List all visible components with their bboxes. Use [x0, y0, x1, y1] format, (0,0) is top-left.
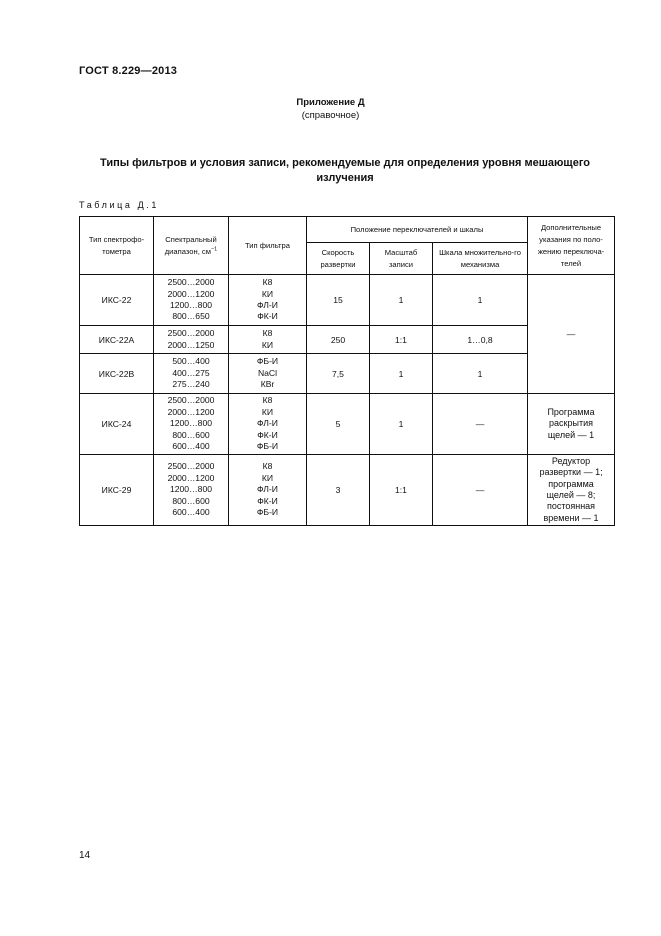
- cell-record-scale: 1:1: [370, 455, 433, 526]
- cell-record-scale: 1: [370, 275, 433, 326]
- header-multiplier-scale: Шкала множительно-го механизма: [433, 243, 528, 275]
- note-line: времени — 1: [543, 512, 599, 523]
- cell-record-scale: 1:1: [370, 326, 433, 354]
- header-extra-notes: Дополнительные указания по поло-жению переключа-телей: [528, 217, 615, 275]
- filters-table: [79, 216, 615, 526]
- range-value: 2000…1250: [167, 339, 215, 350]
- filter-value: ФК-И: [257, 429, 278, 440]
- table-row: [80, 455, 615, 526]
- cell-scan-speed: 3: [307, 455, 370, 526]
- table-label: Таблица Д.1: [79, 200, 159, 210]
- note-line: раскрытия: [549, 418, 593, 429]
- filter-value: К8: [262, 461, 273, 472]
- cell-spectral-ranges: [154, 394, 229, 455]
- range-value: 600…400: [172, 507, 210, 518]
- range-value: 2500…2000: [167, 328, 215, 339]
- filter-value: ФБ-И: [256, 356, 279, 367]
- document-title-line-1: Типы фильтров и условия записи, рекомендуемые для определения уровня мешающего: [100, 157, 590, 169]
- note-line: Программа: [547, 406, 595, 417]
- cell-multiplier-scale: —: [433, 394, 528, 455]
- header-record-scale: Масштаб записи: [370, 243, 433, 275]
- range-value: 2500…2000: [167, 461, 215, 472]
- header-spectral-range-text: Спектральный диапазон, см: [164, 234, 217, 256]
- filter-value: К8: [262, 395, 273, 406]
- range-value: 1200…800: [169, 418, 213, 429]
- header-spectral-range: [154, 217, 229, 275]
- filter-value: КИ: [261, 288, 274, 299]
- cell-spectrometer-type: ИКС-22В: [80, 354, 154, 394]
- note-line: Редуктор: [551, 455, 591, 466]
- cell-scan-speed: 7,5: [307, 354, 370, 394]
- filter-value: ФК-И: [257, 311, 278, 322]
- cell-filters: [229, 275, 307, 326]
- table-row: [80, 275, 615, 326]
- cell-multiplier-scale: —: [433, 455, 528, 526]
- cell-filters: [229, 326, 307, 354]
- range-value: 600…400: [172, 441, 210, 452]
- cell-scan-speed: 250: [307, 326, 370, 354]
- cell-record-scale: 1: [370, 394, 433, 455]
- range-value: 2000…1200: [167, 472, 215, 483]
- appendix-subtitle: (справочное): [301, 110, 360, 121]
- cell-spectrometer-type: ИКС-22А: [80, 326, 154, 354]
- appendix-title: Приложение Д: [296, 97, 365, 108]
- filter-value: ФЛ-И: [257, 484, 278, 495]
- filter-value: ФБ-И: [256, 441, 279, 452]
- document-title: [90, 156, 600, 186]
- filter-value: ФЛ-И: [257, 300, 278, 310]
- cell-scan-speed: 5: [307, 394, 370, 455]
- filter-value: КИ: [261, 406, 274, 417]
- range-value: 2000…1200: [167, 406, 215, 417]
- filter-value: КИ: [261, 339, 274, 350]
- header-spectrometer-type: Тип спектрофо-тометра: [80, 217, 154, 275]
- cell-filters: [229, 455, 307, 526]
- filter-value: ФЛ-И: [257, 418, 278, 429]
- cell-filters: [229, 354, 307, 394]
- range-value: 1200…800: [169, 300, 213, 310]
- header-scan-speed: Скорость развертки: [307, 243, 370, 275]
- range-value: 800…650: [172, 311, 210, 322]
- cell-extra-notes: [528, 455, 615, 526]
- range-value: 2500…2000: [167, 277, 215, 288]
- note-line: щелей — 8;: [546, 490, 596, 500]
- filter-value: К8: [262, 328, 273, 339]
- header-spectral-range-unit-exponent: −1: [210, 245, 218, 252]
- page-number: 14: [79, 850, 91, 861]
- cell-spectral-ranges: [154, 455, 229, 526]
- standard-header: ГОСТ 8.229—2013: [79, 65, 178, 77]
- range-value: 500…400: [172, 356, 210, 367]
- range-value: 400…275: [172, 367, 210, 378]
- range-value: 2500…2000: [167, 395, 215, 406]
- cell-spectrometer-type: ИКС-22: [80, 275, 154, 326]
- cell-multiplier-scale: 1: [433, 275, 528, 326]
- cell-spectral-ranges: [154, 275, 229, 326]
- cell-filters: [229, 394, 307, 455]
- cell-scan-speed: 15: [307, 275, 370, 326]
- filter-value: ФК-И: [257, 495, 278, 506]
- document-title-line-2: излучения: [316, 172, 374, 184]
- filter-value: К8: [262, 277, 273, 288]
- cell-spectral-ranges: [154, 326, 229, 354]
- note-line: программа: [548, 478, 594, 489]
- note-line: щелей — 1: [547, 429, 595, 440]
- cell-spectral-ranges: [154, 354, 229, 394]
- filter-value: КВr: [260, 379, 275, 390]
- filter-value: КИ: [261, 472, 274, 483]
- note-line: постоянная: [546, 501, 596, 512]
- filter-value: ФБ-И: [256, 507, 279, 518]
- cell-spectrometer-type: ИКС-29: [80, 455, 154, 526]
- header-switch-group: Положение переключателей и шкалы: [307, 217, 528, 243]
- cell-multiplier-scale: 1: [433, 354, 528, 394]
- range-value: 275…240: [172, 379, 210, 390]
- range-value: 2000…1200: [167, 288, 215, 299]
- range-value: 800…600: [172, 495, 210, 506]
- appendix-heading: [0, 96, 661, 122]
- cell-multiplier-scale: 1…0,8: [433, 326, 528, 354]
- note-line: развертки — 1;: [539, 467, 603, 478]
- cell-record-scale: 1: [370, 354, 433, 394]
- filter-value: NaCl: [257, 367, 278, 378]
- range-value: 1200…800: [169, 484, 213, 495]
- range-value: 800…600: [172, 429, 210, 440]
- table-row: [80, 394, 615, 455]
- cell-spectrometer-type: ИКС-24: [80, 394, 154, 455]
- cell-extra-notes-merged: —: [528, 275, 615, 394]
- header-filter-type: Тип фильтра: [229, 217, 307, 275]
- cell-extra-notes: [528, 394, 615, 455]
